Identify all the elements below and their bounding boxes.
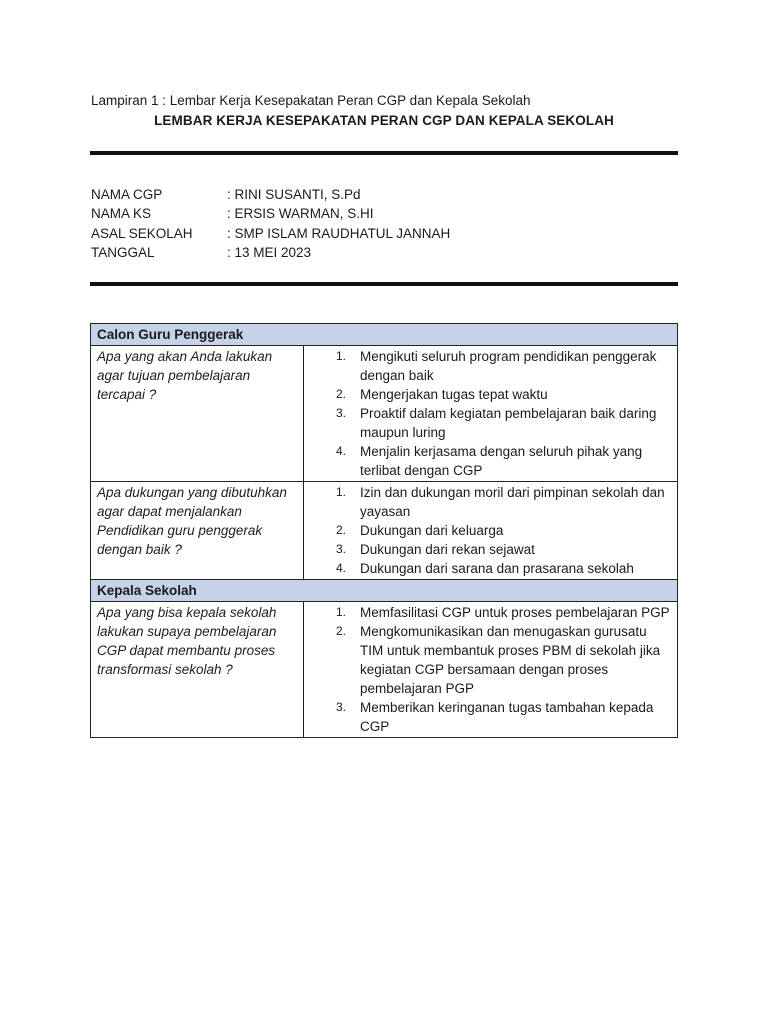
identity-row <box>91 243 450 262</box>
question-cell: Apa yang akan Anda lakukan agar tujuan pembelajaran tercapai ? <box>91 346 304 482</box>
item-number: 2. <box>335 523 346 537</box>
identity-label: ASAL SEKOLAH <box>91 225 193 241</box>
list-item <box>310 442 671 480</box>
item-text: Dukungan dari sarana dan prasarana sekolah <box>360 561 634 576</box>
identity-label: NAMA KS <box>91 206 152 222</box>
item-number: 2. <box>335 387 346 401</box>
item-text: Memberikan keringanan tugas tambahan kepada CGP <box>360 700 654 734</box>
item-number: 4. <box>335 444 346 458</box>
bottom-divider <box>90 282 678 286</box>
item-number: 3. <box>335 542 346 556</box>
identity-value: : 13 MEI 2023 <box>227 244 312 260</box>
section-header-row <box>91 580 678 602</box>
item-text: Mengikuti seluruh program pendidikan penggerak dengan baik <box>360 349 657 383</box>
identity-label: NAMA CGP <box>91 187 163 202</box>
list-item <box>310 698 671 736</box>
item-number: 1. <box>335 349 346 363</box>
item-text: Dukungan dari keluarga <box>360 523 504 538</box>
item-text: Dukungan dari rekan sejawat <box>360 542 535 557</box>
item-text: Proaktif dalam kegiatan pembelajaran baik daring maupun luring <box>360 406 657 440</box>
item-number: 2. <box>335 624 346 638</box>
top-divider <box>90 151 678 155</box>
item-number: 4. <box>335 561 346 575</box>
list-item <box>310 483 671 521</box>
list-item <box>310 559 671 578</box>
list-item <box>310 404 671 442</box>
section-heading: Calon Guru Penggerak <box>91 324 678 346</box>
table-row <box>91 482 678 580</box>
identity-value: : SMP ISLAM RAUDHATUL JANNAH <box>227 225 451 241</box>
question-cell: Apa dukungan yang dibutuhkan agar dapat menjalankan Pendidikan guru penggerak dengan baik ? <box>91 482 304 580</box>
answer-cell <box>304 346 678 482</box>
identity-value: : ERSIS WARMAN, S.HI <box>227 206 374 222</box>
item-number: 3. <box>335 406 346 420</box>
agreement-table <box>90 323 678 738</box>
item-text: Menjalin kerjasama dengan seluruh pihak yang terlibat dengan CGP <box>360 444 643 478</box>
identity-row <box>91 224 450 243</box>
identity-block <box>91 185 450 262</box>
item-text: Mengkomunikasikan dan menugaskan gurusatu TIM untuk membantuk proses PBM di sekolah jika kegiatan CGP bersamaan dengan proses pembelajaran PGP <box>360 624 661 696</box>
section-heading: Kepala Sekolah <box>91 580 678 602</box>
item-text: Mengerjakan tugas tepat waktu <box>360 387 548 402</box>
identity-row <box>91 204 450 223</box>
list-item <box>310 347 671 385</box>
answer-list <box>310 347 671 480</box>
document-title: LEMBAR KERJA KESEPAKATAN PERAN CGP DAN KEPALA SEKOLAH <box>154 113 614 128</box>
item-number: 1. <box>335 485 346 499</box>
question-cell: Apa yang bisa kepala sekolah lakukan supaya pembelajaran CGP dapat membantu proses transformasi sekolah ? <box>91 602 304 738</box>
list-item <box>310 521 671 540</box>
item-text: Izin dan dukungan moril dari pimpinan sekolah dan yayasan <box>360 485 665 519</box>
item-number: 3. <box>335 700 346 714</box>
item-text: Memfasilitasi CGP untuk proses pembelajaran PGP <box>360 605 670 620</box>
list-item <box>310 603 671 622</box>
table-row <box>91 346 678 482</box>
identity-row <box>91 185 450 204</box>
table-row <box>91 602 678 738</box>
answer-cell <box>304 602 678 738</box>
answer-cell <box>304 482 678 580</box>
answer-list <box>310 603 671 736</box>
list-item <box>310 540 671 559</box>
attachment-caption: Lampiran 1 : Lembar Kerja Kesepakatan Peran CGP dan Kepala Sekolah <box>91 93 531 108</box>
identity-label: TANGGAL <box>91 244 155 260</box>
item-number: 1. <box>335 605 346 619</box>
list-item <box>310 385 671 404</box>
identity-value: : RINI SUSANTI, S.Pd <box>227 187 361 202</box>
section-header-row <box>91 324 678 346</box>
answer-list <box>310 483 671 578</box>
list-item <box>310 622 671 698</box>
